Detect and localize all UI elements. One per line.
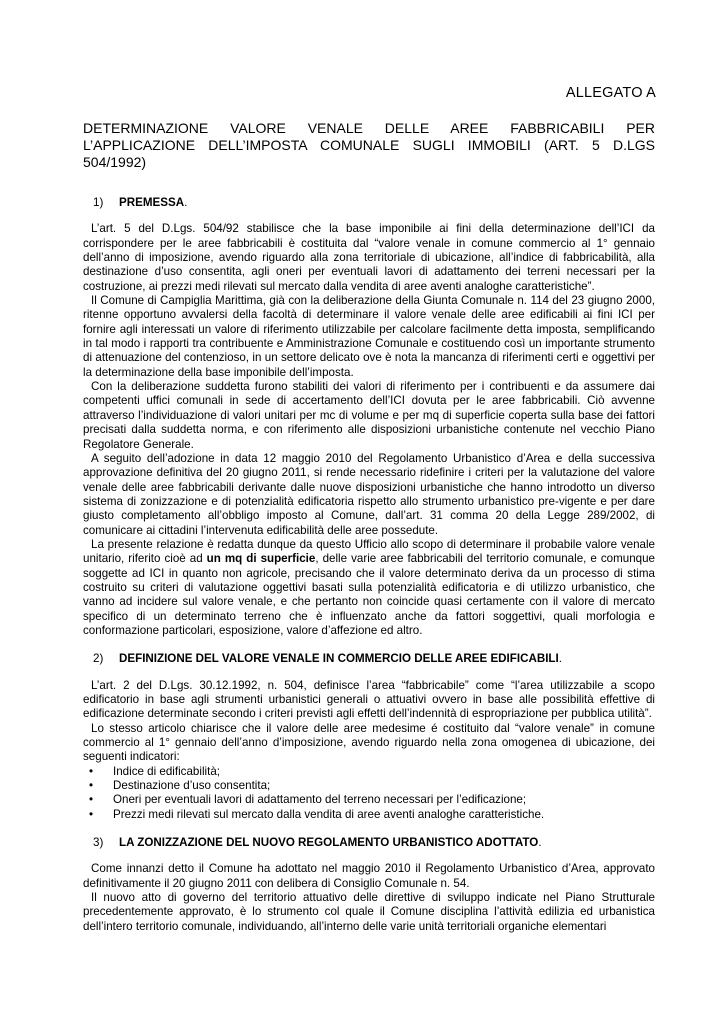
list-item (83, 793, 655, 807)
paragraph: Il Comune di Campiglia Marittima, già con la deliberazione della Giunta Comunale n. 114 del 23 giugno 2000, ritenne opportuno avvalersi della facoltà di determinare il valore venale delle aree edificabili ai fini ICI per fornire agli interessati un valore di riferimento utilizzabile per calcolare facilmente detta imposta, semplificando in tal modo i rapporti tra contribuente e Amministrazione Comunale e costituendo così un importante strumento di attenuazione del contenzioso, in un settore delicato ove è nota la mancanza di riferimenti certi e oggettivi per la determinazione della base imponibile dell’imposta. (83, 294, 655, 379)
list-item (83, 779, 655, 793)
section-title-suffix: . (184, 196, 188, 209)
paragraph (83, 538, 655, 638)
title-line: 504/1992) (83, 154, 147, 170)
title-line: DETERMINAZIONE VALORE VENALE DELLE AREE FABBRICABILI PER (83, 120, 655, 136)
paragraph: Il nuovo atto di governo del territorio attuativo delle direttive di sviluppo indicate nel Piano Strutturale precedentemente approvato, è lo strumento col quale il Comune disciplina l’attività edilizia ed urbanistica dell’intero territorio comunale, individuando, all’interno delle varie unità territoriali organiche elementari (83, 891, 655, 933)
title-line: L’APPLICAZIONE DELL’IMPOSTA COMUNALE SUGLI IMMOBILI (ART. 5 D.LGS (83, 137, 655, 153)
paragraph: Con la deliberazione suddetta furono stabiliti dei valori di riferimento per i contribuenti e da assumere dai competenti uffici comunali in sede di accertamento dell’ICI dovuta per le aree fabbricabili. Ciò avvenne attraverso l’individuazione di valori unitari per mc di volume e per mq di superficie coperta sulla base dei fattori precisati dalla suddetta norma, e con riferimento alle disposizioni urbanistiche contenute nel vecchio Piano Regolatore Generale. (83, 380, 655, 451)
list-item (83, 765, 655, 779)
list-item-text: Prezzi medi rilevati sul mercato dalla vendita di aree aventi analoghe caratteristiche. (113, 807, 545, 821)
section-number: 1) (93, 196, 104, 209)
bullet-icon: • (89, 807, 94, 821)
section-number: 3) (93, 836, 104, 850)
paragraph: Come innanzi detto il Comune ha adottato nel maggio 2010 il Regolamento Urbanistico d’Area, approvato definitivamente il 20 giugno 2011 con delibera di Consiglio Comunale n. 54. (83, 862, 655, 890)
paragraph: L’art. 5 del D.Lgs. 504/92 stabilisce che la base imponibile ai fini della determinazione dell’ICI da corrispondere per le aree fabbricabili è costituita dal “valore venale in comune commercio al 1° gennaio dell’anno di imposizione, avendo riguardo alla zona territoriale di ubicazione, all’indice di fabbricabilità, alla destinazione d’uso consentita, agli oneri per eventuali lavori di adattamento dei terreni necessari per la costruzione, ai prezzi medi rilevati sul mercato dalla vendita di aree aventi analoghe caratteristiche”. (83, 222, 655, 293)
list-item-text: Oneri per eventuali lavori di adattamento del terreno necessari per l’edificazione; (113, 793, 527, 807)
list-item-text: Destinazione d’uso consentita; (113, 779, 271, 793)
paragraph: A seguito dell’adozione in data 12 maggio 2010 del Regolamento Urbanistico d’Area e della successiva approvazione definitiva del 20 giugno 2011, si rende necessario ridefinire i criteri per la valutazione del valore venale delle aree fabbricabili derivante dalle nuove disposizioni urbanistiche che hanno introdotto un diverso sistema di zonizzazione e di potenzialità edificatoria rispetto allo strumento urbanistico pre-vigente e per dare giusto completamento all’obbligo imposto al Comune, dall’art. 31 comma 20 della Legge 289/2002, di comunicare ai cittadini l’intervenuta edificabilità delle aree possedute. (83, 451, 655, 537)
indicator-list (83, 765, 655, 822)
section-title: DEFINIZIONE DEL VALORE VENALE IN COMMERCIO DELLE AREE EDIFICABILI (119, 652, 559, 666)
section-heading-zonizzazione (83, 836, 655, 850)
section-heading-premessa (83, 196, 655, 210)
allegato-label: ALLEGATO A (565, 85, 656, 101)
section-title-suffix: . (538, 836, 542, 850)
document-body (83, 196, 655, 934)
section-heading-definizione (83, 652, 655, 666)
list-item-text: Indice di edificabilità; (113, 764, 220, 778)
paragraph-text: , delle varie aree fabbricabili del territorio comunale, e comunque soggette ad ICI in quanto non agricole, precisando che il valore determinato deriva da un processo di stima costruito su criteri di valutazione oggettivi basati sulla potenzialità edificatoria e di utilizzo urbanistico, che vanno ad incidere sul valore venale, e che pertanto non coincide quasi certamente con il valore di mercato specifico di un determinato terreno che è influenzato anche da fattori soggettivi, quali morfologia e conformazione particolari, esposizione, valore d’affezione ed altro. (83, 552, 655, 637)
section-title-suffix: . (558, 652, 562, 666)
bullet-icon: • (89, 779, 94, 793)
list-item (83, 808, 655, 822)
paragraph-text: La presente relazione è redatta dunque da questo Ufficio allo scopo di determinare il probabile valore venale unitario, riferito cioè ad (83, 537, 655, 566)
paragraph: L’art. 2 del D.Lgs. 30.12.1992, n. 504, definisce l’area “fabbricabile” come “l’area utilizzabile a scopo edificatorio in base agli strumenti urbanistici generali o attuativi ovvero in base alle possibilità effettive di edificazione determinate secondo i criteri previsti agli effetti dell’indennità di espropriazione per pubblica utilità”. (83, 678, 655, 721)
section-title: PREMESSA (119, 196, 185, 209)
document-title (83, 120, 655, 171)
bullet-icon: • (89, 793, 94, 807)
paragraph: Lo stesso articolo chiarisce che il valore delle aree medesime é costituito dal “valore venale” in comune commercio al 1° gennaio dell’anno d’imposizione, avendo riguardo nella zona omogenea di ubicazione, dei seguenti indicatori: (83, 721, 655, 764)
section-number: 2) (93, 652, 104, 666)
section-title: LA ZONIZZAZIONE DEL NUOVO REGOLAMENTO URBANISTICO ADOTTATO (119, 836, 539, 850)
bullet-icon: • (89, 764, 94, 778)
emphasis-text: un mq di superficie (206, 552, 316, 566)
